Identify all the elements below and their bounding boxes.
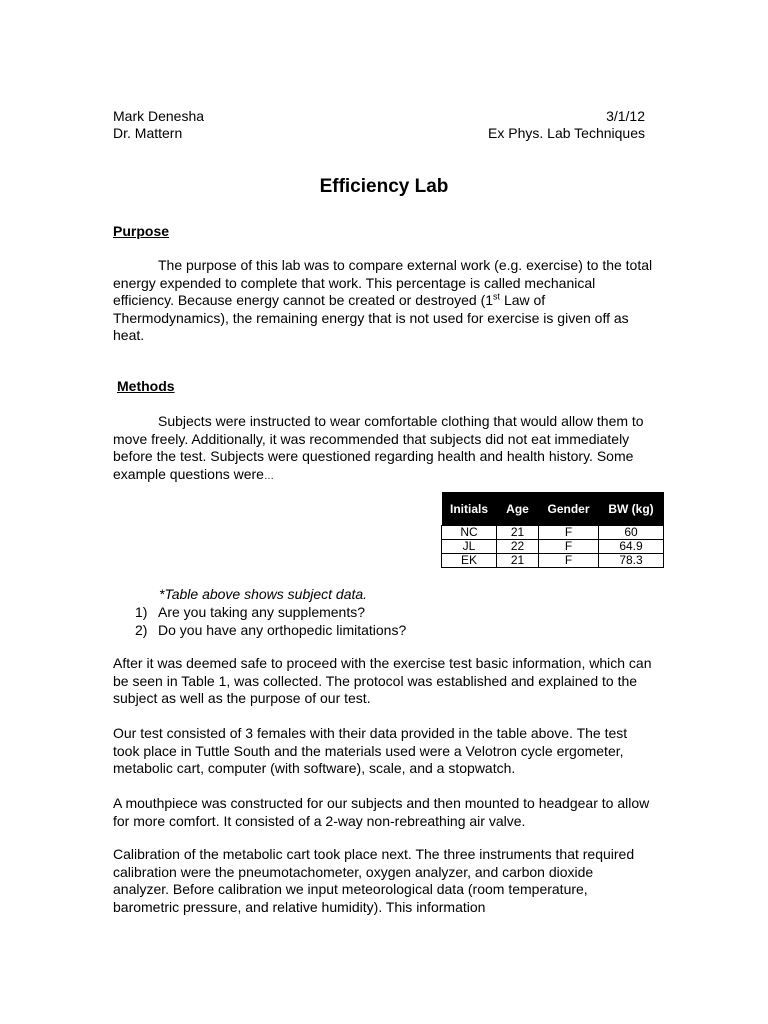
list-item: [113, 603, 406, 621]
purpose-text-b: Law of Thermodynamics), the remaining energy that is not used for exercise is given off as heat.: [113, 292, 629, 343]
purpose-text-a: The purpose of this lab was to compare external work (e.g. exercise) to the total energy expended to complete that work. This percentage is called mechanical efficiency. Because energy cannot be created or destroyed (1: [113, 257, 653, 308]
document-date: 3/1/12: [606, 108, 645, 124]
table-caption: *Table above shows subject data.: [159, 586, 368, 602]
list-item: [113, 621, 406, 639]
purpose-paragraph: [113, 257, 653, 345]
paragraph-text: A mouthpiece was constructed for our subjects and then mounted to headgear to allow for more comfort. It consisted of a 2-way non-rebreathing air valve.: [113, 795, 650, 829]
body-paragraph-1: [113, 655, 653, 708]
paragraph-text: After it was deemed safe to proceed with the exercise test basic information, which can be seen in Table 1, was collected. The protocol was established and explained to the subject as well as the purpose of our test.: [113, 655, 652, 706]
question-list: [113, 603, 406, 639]
methods-intro-text: Subjects were instructed to wear comfortable clothing that would allow them to move freely. Additionally, it was recommended that subjects did not eat immediately before the test. Subjects were questioned regarding health and health history. Some example questions were: [113, 413, 644, 482]
body-paragraph-3: [113, 795, 653, 830]
table-cell: NC: [442, 526, 497, 540]
table-cell: EK: [442, 554, 497, 568]
body-paragraph-4: [113, 846, 653, 916]
list-item-text: Are you taking any supplements?: [158, 604, 366, 620]
purpose-superscript: st: [493, 291, 501, 302]
methods-ellipsis: …: [263, 470, 274, 482]
course-name: Ex Phys. Lab Techniques: [488, 125, 645, 141]
table-cell: 78.3: [599, 554, 664, 568]
list-item-number: 2): [135, 622, 148, 638]
author-name: Mark Denesha: [113, 108, 205, 124]
table-cell: 21: [497, 554, 539, 568]
table-row: [442, 526, 664, 540]
table-cell: F: [539, 526, 599, 540]
list-item-text: Do you have any orthopedic limitations?: [158, 622, 407, 638]
purpose-heading: Purpose: [113, 223, 170, 239]
table-cell: F: [539, 554, 599, 568]
table-header-gender: Gender: [539, 492, 599, 526]
table-row: [442, 554, 664, 568]
table-header-age: Age: [497, 492, 539, 526]
paragraph-text: Calibration of the metabolic cart took place next. The three instruments that required calibration were the pneumotachometer, oxygen analyzer, and carbon dioxide analyzer. Before calibration we input meteorological data (room temperature, barometric pressure, and relative humidity). This information: [113, 846, 635, 915]
list-item-number: 1): [135, 604, 148, 620]
table-cell: 21: [497, 526, 539, 540]
methods-heading: Methods: [117, 378, 175, 394]
table-cell: JL: [442, 540, 497, 554]
page-title: Efficiency Lab: [319, 176, 449, 197]
subject-data-table: [441, 492, 664, 568]
table-cell: F: [539, 540, 599, 554]
table-row: [442, 540, 664, 554]
table-cell: 60: [599, 526, 664, 540]
table-header-row: [442, 492, 664, 526]
table-header-bw: BW (kg): [599, 492, 664, 526]
table-cell: 22: [497, 540, 539, 554]
body-paragraph-2: [113, 725, 653, 778]
table-header-initials: Initials: [442, 492, 497, 526]
instructor-name: Dr. Mattern: [113, 125, 183, 141]
methods-intro-paragraph: [113, 413, 653, 485]
table-cell: 64.9: [599, 540, 664, 554]
paragraph-text: Our test consisted of 3 females with their data provided in the table above. The test took place in Tuttle South and the materials used were a Velotron cycle ergometer, metabolic cart, computer (with software), scale, and a stopwatch.: [113, 725, 628, 776]
